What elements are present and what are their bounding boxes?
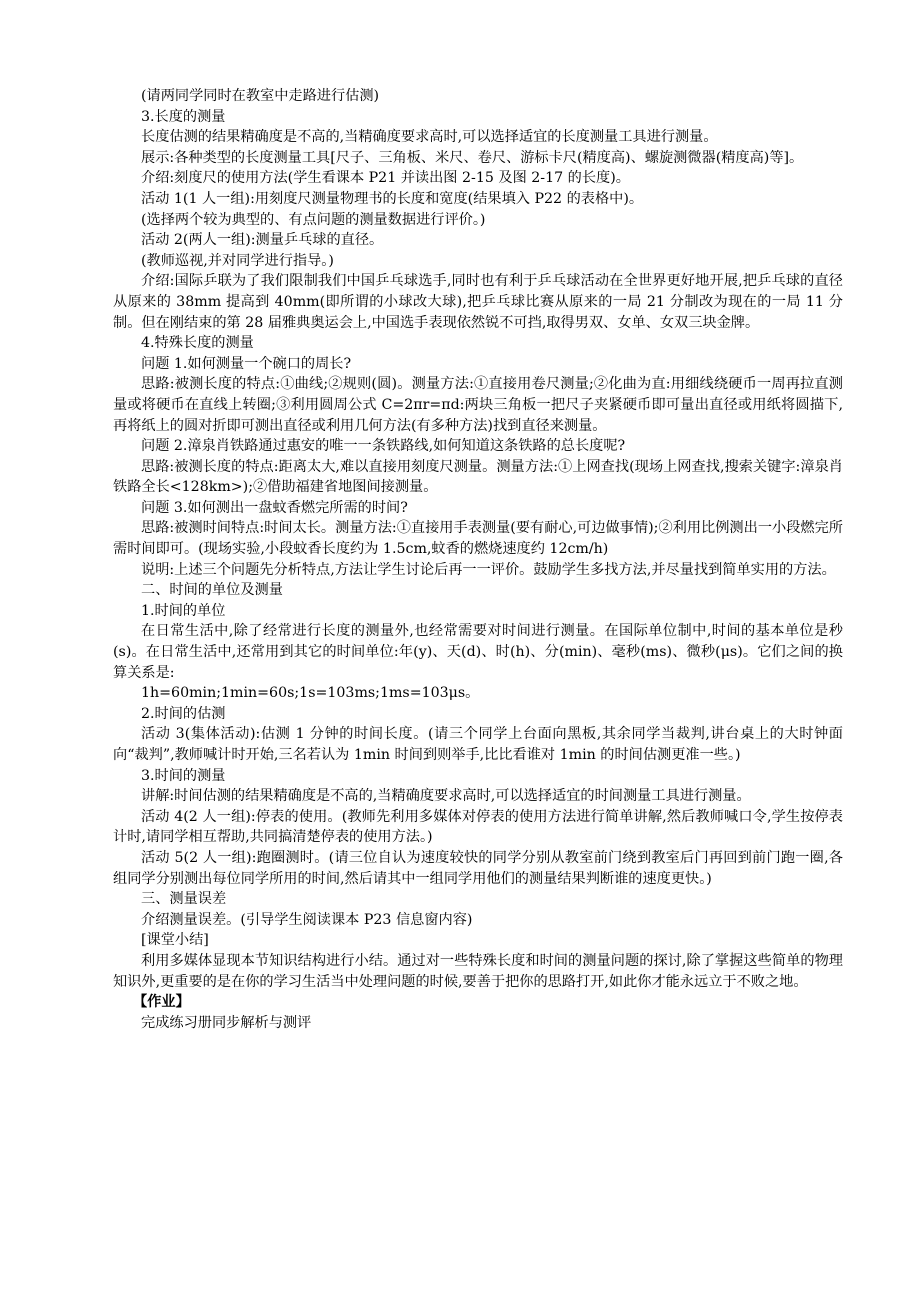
paragraph: 长度估测的结果精确度是不高的,当精确度要求高时,可以选择适宜的长度测量工具进行测量。 [141, 129, 718, 146]
paragraph: (请两同学同时在教室中走路进行估测) [141, 88, 380, 104]
paragraph: 思路:被测长度的特点:①曲线;②规则(圆)。测量方法:①直接用卷尺测量;②化曲为直:用细线绕硬币一周再拉直测量或将硬币在直线上转圈;③利用圆周公式 C=2πr=πd:两块三角板一把尺子夹紧硬币即可量出直径或用纸将圆描下,再将纸上的圆对折即可测出直径或利用几何方法(有多种方法)找到直径来测量。 [113, 376, 843, 434]
paragraph: 活动 2(两人一组):测量乒乓球的直径。 [141, 232, 384, 249]
paragraph: 活动 3(集体活动):估测 1 分钟的时间长度。(请三个同学上台面向黑板,其余同学当裁判,讲台桌上的大时钟面向“裁判”,教师喊计时开始,三名若认为 1min 时间到则举手,比比看谁对 1min 的时间估测更准一些。) [113, 726, 843, 763]
section-heading: 1.时间的单位 [141, 602, 226, 619]
paragraph: 活动 4(2 人一组):停表的使用。(教师先利用多媒体对停表的使用方法进行简单讲解,然后教师喊口令,学生按停表计时,请同学相互帮助,共同搞清楚停表的使用方法。) [113, 808, 843, 846]
paragraph: 利用多媒体显现本节知识结构进行小结。通过对一些特殊长度和时间的测量问题的探讨,除了掌握这些简单的物理知识外,更重要的是在你的学习生活当中处理问题的时候,要善于把你的思路打开,如此你才能永远立于不败之地。 [113, 952, 843, 990]
section-heading: 4.特殊长度的测量 [141, 335, 254, 352]
section-heading: 三、测量误差 [141, 891, 227, 908]
paragraph: 说明:上述三个问题先分析特点,方法让学生讨论后再一一评价。鼓励学生多找方法,并尽量找到简单实用的方法。 [141, 561, 836, 578]
question: 问题 3.如何测出一盘蚊香燃完所需的时间? [141, 499, 408, 516]
paragraph: (选择两个较为典型的、有点问题的测量数据进行评价。) [141, 211, 486, 228]
paragraph: 思路:被测长度的特点:距离太大,难以直接用刻度尺测量。测量方法:①上网查找(现场上网查找,搜索关键字:漳泉肖铁路全长<128km>);②借助福建省地图间接测量。 [113, 458, 843, 496]
section-heading: [课堂小结] [141, 932, 209, 949]
section-heading: 3.时间的测量 [141, 767, 226, 784]
section-heading: 二、时间的单位及测量 [141, 582, 283, 599]
paragraph: 介绍:国际乒联为了我们限制我们中国乒乓球选手,同时也有利于乒乓球活动在全世界更好地开展,把乒乓球的直径从原来的 38mm 提高到 40mm(即所谓的小球改大球),把乒乓球比赛从原来的一局 21 分制改为现在的一局 11 分制。但在刚结束的第 28 届雅典奥运会上,中国选手表现依然锐不可挡,取得男双、女单、女双三块金牌。 [113, 273, 843, 331]
paragraph: 活动 1(1 人一组):用刻度尺测量物理书的长度和宽度(结果填入 P22 的表格中)。 [141, 190, 644, 207]
paragraph: 讲解:时间估测的结果精确度是不高的,当精确度要求高时,可以选择适宜的时间测量工具进行测量。 [141, 788, 751, 805]
document-body [113, 86, 843, 1033]
paragraph: 思路:被测时间特点:时间太长。测量方法:①直接用手表测量(要有耐心,可边做事情);②利用比例测出一小段燃完所需时间即可。(现场实验,小段蚊香长度约为 1.5cm,蚊香的燃烧速度约 12cm/h) [113, 520, 843, 558]
question: 问题 1.如何测量一个碗口的周长? [141, 355, 352, 372]
paragraph: 在日常生活中,除了经常进行长度的测量外,也经常需要对时间进行测量。在国际单位制中,时间的基本单位是秒(s)。在日常生活中,还常用到其它的时间单位:年(y)、天(d)、时(h)、分(min)、毫秒(ms)、微秒(μs)。它们之间的换算关系是: [113, 623, 843, 681]
section-heading: 3.长度的测量 [141, 108, 226, 125]
paragraph: 1h=60min;1min=60s;1s=103ms;1ms=103μs。 [141, 685, 480, 702]
section-heading: 2.时间的估测 [141, 705, 226, 722]
paragraph: 完成练习册同步解析与测评 [141, 1014, 312, 1031]
paragraph: 介绍:刻度尺的使用方法(学生看课本 P21 并读出图 2-15 及图 2-17 的长度)。 [141, 170, 630, 187]
paragraph: 展示:各种类型的长度测量工具[尺子、三角板、米尺、卷尺、游标卡尺(精度高)、螺旋测微器(精度高)等]。 [141, 149, 804, 166]
homework-heading: 【作业】 [133, 994, 190, 1011]
paragraph: 活动 5(2 人一组):跑圈测时。(请三位自认为速度较快的同学分别从教室前门绕到教室后门再回到前门跑一圈,各组同学分别测出每位同学所用的时间,然后请其中一组同学用他们的测量结果判断谁的速度更快。) [113, 849, 843, 887]
paragraph: (教师巡视,并对同学进行指导。) [141, 252, 334, 269]
question: 问题 2.漳泉肖铁路通过惠安的唯一一条铁路线,如何知道这条铁路的总长度呢? [141, 438, 626, 455]
paragraph: 介绍测量误差。(引导学生阅读课本 P23 信息窗内容) [141, 911, 473, 928]
